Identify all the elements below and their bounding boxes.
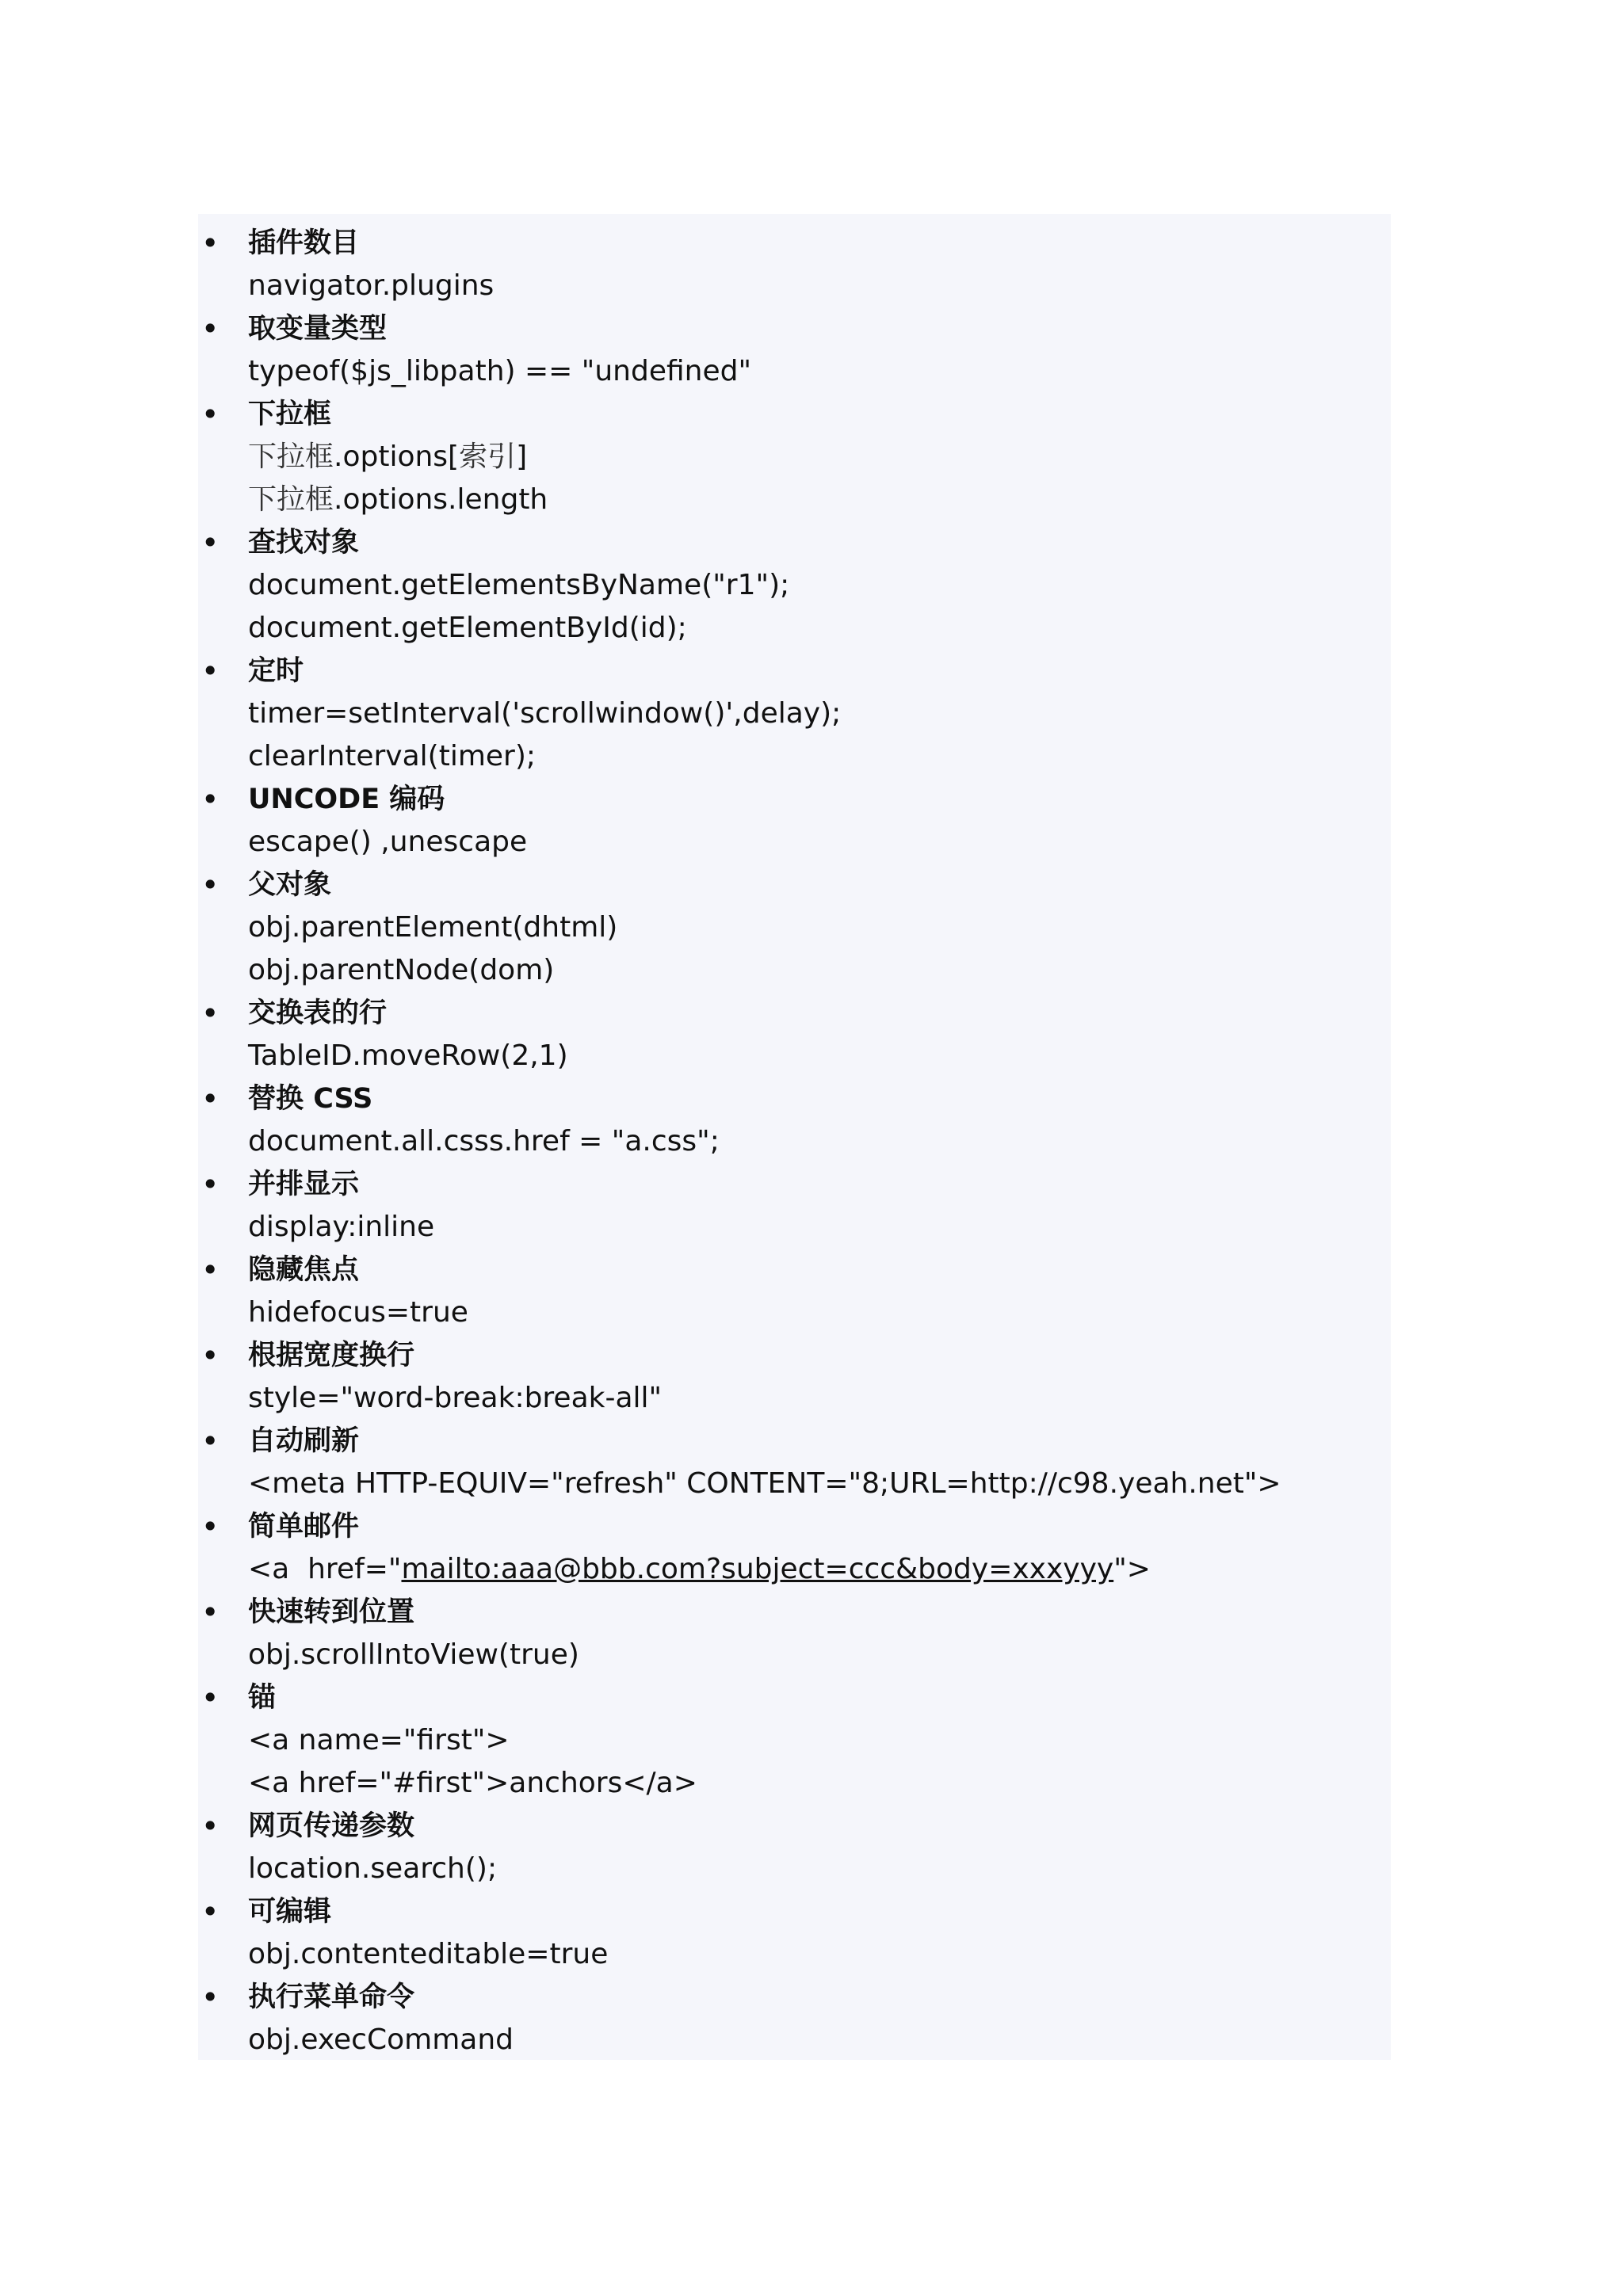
- code-line: document.getElementById(id);: [248, 612, 687, 644]
- bullet: •: [201, 397, 220, 432]
- code-line: obj.parentElement(dhtml): [248, 911, 618, 944]
- item-heading: 可编辑: [248, 1896, 332, 1928]
- bullet: •: [201, 1167, 220, 1202]
- item-heading: 隐藏焦点: [248, 1254, 360, 1286]
- item-heading: 根据宽度换行: [248, 1340, 415, 1371]
- bullet: •: [201, 1680, 220, 1715]
- item-heading: 快速转到位置: [248, 1596, 415, 1628]
- inline-cjk-text: 索引: [459, 441, 517, 473]
- list-item: [198, 1420, 1391, 1505]
- bullet: •: [201, 226, 220, 261]
- bullet: •: [201, 1809, 220, 1844]
- code-line: display:inline: [248, 1211, 435, 1243]
- code-line: typeof($js_libpath) == "undefined": [248, 355, 752, 387]
- bullet: •: [201, 1081, 220, 1116]
- code-line: [248, 479, 1391, 521]
- bullet: •: [201, 311, 220, 346]
- list-item: [198, 1805, 1391, 1890]
- code-line: [248, 1548, 1391, 1591]
- code-line: document.getElementsByName("r1");: [248, 569, 790, 601]
- list-item: [198, 1249, 1391, 1334]
- bullet: •: [201, 1894, 220, 1929]
- list-item: [198, 1591, 1391, 1676]
- inline-cjk-text: 下拉框: [248, 483, 334, 516]
- code-line: style="word-break:break-all": [248, 1382, 663, 1414]
- code-line: TableID.moveRow(2,1): [248, 1039, 568, 1072]
- heading-rest-text: 编码: [380, 784, 445, 815]
- code-line: timer=setInterval('scrollwindow()',delay);: [248, 697, 842, 730]
- bullet: •: [201, 1424, 220, 1459]
- item-heading: 执行菜单命令: [248, 1981, 415, 2013]
- code-line: document.all.csss.href = "a.css";: [248, 1125, 720, 1158]
- item-heading: 并排显示: [248, 1169, 360, 1200]
- heading-bold-text: CSS: [313, 1083, 373, 1115]
- tips-list: [198, 222, 1391, 2061]
- code-line: escape() ,unescape: [248, 826, 528, 858]
- item-heading: 锚: [248, 1682, 277, 1714]
- list-item: [198, 1890, 1391, 1976]
- mailto-link[interactable]: mailto:aaa@bbb.com?subject=ccc&body=xxxyyy: [401, 1553, 1114, 1585]
- item-heading: 取变量类型: [248, 313, 388, 345]
- code-line: obj.scrollIntoView(true): [248, 1638, 579, 1671]
- item-heading: [248, 778, 1391, 821]
- bullet: •: [201, 1595, 220, 1630]
- bullet: •: [201, 525, 220, 560]
- inline-code-text: .options.length: [334, 483, 548, 516]
- list-item: [198, 864, 1391, 992]
- code-line: hidefocus=true: [248, 1296, 468, 1329]
- item-heading: 插件数目: [248, 227, 360, 259]
- bullet: •: [201, 868, 220, 902]
- heading-pre-text: 替换: [248, 1083, 314, 1115]
- bullet: •: [201, 1338, 220, 1373]
- list-item: [198, 1676, 1391, 1805]
- bullet: •: [201, 1253, 220, 1287]
- inline-code-text: <a href=": [248, 1553, 402, 1585]
- heading-bold-text: UNCODE: [248, 784, 380, 815]
- item-heading: 下拉框: [248, 399, 332, 430]
- list-item: [198, 222, 1391, 307]
- item-heading: 简单邮件: [248, 1511, 360, 1543]
- item-heading: 查找对象: [248, 527, 360, 559]
- inline-cjk-text: 下拉框: [248, 441, 334, 473]
- code-line: obj.contenteditable=true: [248, 1938, 609, 1970]
- list-item: [198, 307, 1391, 393]
- list-item: [198, 521, 1391, 650]
- list-item: [198, 393, 1391, 521]
- bullet: •: [201, 654, 220, 688]
- bullet: •: [201, 996, 220, 1031]
- list-item: [198, 650, 1391, 778]
- code-line: obj.execCommand: [248, 2023, 514, 2056]
- list-item: [198, 1976, 1391, 2061]
- item-heading: 父对象: [248, 869, 332, 901]
- item-heading: 交换表的行: [248, 997, 388, 1029]
- item-heading: [248, 1077, 1391, 1120]
- code-line: obj.parentNode(dom): [248, 954, 555, 986]
- item-heading: 自动刷新: [248, 1425, 360, 1457]
- bullet: •: [201, 1509, 220, 1544]
- code-line: <a href="#first">anchors</a>: [248, 1767, 697, 1799]
- list-item: [198, 1505, 1391, 1591]
- inline-code-text: ]: [516, 441, 528, 473]
- list-item: [198, 992, 1391, 1077]
- bullet: •: [201, 1980, 220, 2015]
- item-heading: 定时: [248, 655, 304, 687]
- code-line: [248, 436, 1391, 479]
- bullet: •: [201, 782, 220, 817]
- list-item: [198, 778, 1391, 864]
- list-item: [198, 1334, 1391, 1420]
- list-item: [198, 1077, 1391, 1163]
- item-heading: 网页传递参数: [248, 1810, 415, 1842]
- code-line: <a name="first">: [248, 1724, 510, 1756]
- list-item: [198, 1163, 1391, 1249]
- code-line: clearInterval(timer);: [248, 740, 537, 772]
- code-line: <meta HTTP-EQUIV="refresh" CONTENT="8;URL=http://c98.yeah.net">: [248, 1467, 1281, 1500]
- code-line: location.search();: [248, 1852, 498, 1885]
- inline-code-text: .options[: [334, 441, 460, 473]
- inline-code-text: ">: [1113, 1553, 1151, 1585]
- code-line: navigator.plugins: [248, 269, 495, 302]
